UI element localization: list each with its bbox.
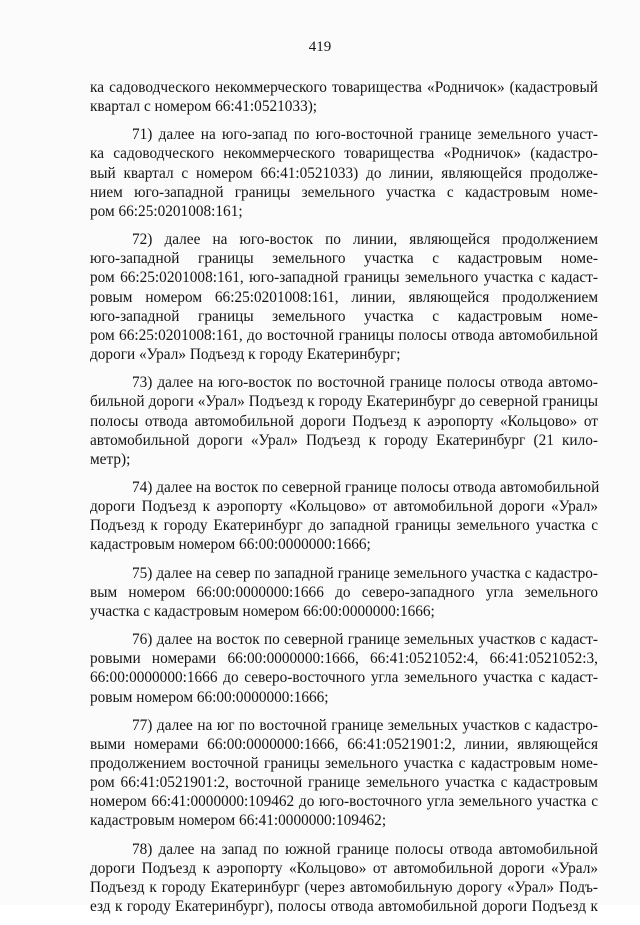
text-line: ром 66:25:0201008:161;	[90, 202, 243, 220]
text-line: 73) далее на юго-восток по восточной границе полосы отвода автомо-	[132, 374, 598, 392]
text-line: продолжением восточной границы земельного участка с кадастровым номе-	[90, 755, 598, 772]
text-line: номером 66:41:0000000:109462 до юго-восточного угла земельного участка с	[90, 793, 598, 811]
text-line: автомобильной дороги «Урал» Подъезд к городу Екатеринбург (21 кило-	[90, 431, 598, 449]
text-line: 77) далее на юг по восточной границе земельных участков с кадастро-	[132, 716, 598, 734]
paragraph	[90, 564, 598, 621]
text-line: 66:00:0000000:1666 до северо-восточного угла земельного участка с кадаст-	[90, 669, 598, 687]
text-line: 71) далее на юго-запад по юго-восточной границе земельного участ-	[132, 126, 598, 144]
text-line: вым номером 66:00:0000000:1666 до северо-западного угла земельного	[90, 583, 598, 601]
page-number: 419	[308, 39, 332, 55]
text-line: юго-западной границы земельного участка с кадастровым номе-	[90, 307, 598, 325]
text-line: 74) далее на восток по северной границе полосы отвода автомобильной	[132, 478, 600, 496]
text-line: кадастровым номером 66:00:0000000:1666;	[90, 536, 371, 554]
paragraph	[90, 125, 598, 221]
text-line: ровыми номерами 66:00:0000000:1666, 66:41:0521052:4, 66:41:0521052:3,	[90, 650, 598, 668]
paragraph	[90, 230, 598, 364]
text-line: ка садоводческого некоммерческого товарищества «Родничок» (кадастро-	[90, 145, 598, 163]
text-line: 78) далее на запад по южной границе полосы отвода автомобильной	[132, 840, 598, 858]
paragraph	[90, 630, 598, 707]
text-line: вый квартал с номером 66:41:0521033) до линии, являющейся продолже-	[90, 164, 598, 182]
text-line: бильной дороги «Урал» Подъезд к городу Екатеринбург до северной границы	[90, 393, 598, 411]
text-line: ка садоводческого некоммерческого товарищества «Родничок» (кадастровый	[90, 79, 598, 96]
text-line: 76) далее на восток по северной границе земельных участков с кадаст-	[132, 631, 598, 649]
text-line: полосы отвода автомобильной дороги Подъезд к аэропорту «Кольцово» от	[90, 412, 598, 430]
text-line: 75) далее на север по западной границе земельного участка с кадастро-	[132, 564, 598, 582]
text-line: юго-западной границы земельного участка с кадастровым номе-	[90, 250, 598, 268]
text-line: 72) далее на юго-восток по линии, являющейся продолжением	[132, 231, 598, 249]
text-line: квартал с номером 66:41:0521033);	[90, 98, 318, 116]
text-line: нием юго-западной границы земельного участка с кадастровым номе-	[90, 183, 598, 201]
text-line: ром 66:41:0521901:2, восточной границе земельного участка с кадастровым	[90, 774, 598, 792]
text-line: метр);	[90, 450, 131, 468]
document-body	[90, 78, 598, 925]
paragraph	[90, 78, 598, 116]
paragraph	[90, 478, 598, 555]
text-line: Подъезд к городу Екатеринбург (через автомобильную дорогу «Урал» Подъ-	[90, 878, 598, 896]
text-line: Подъезд к городу Екатеринбург до западной границы земельного участка с	[90, 517, 598, 535]
paragraph	[90, 373, 598, 469]
text-line: выми номерами 66:00:0000000:1666, 66:41:0521901:2, линии, являющейся	[90, 735, 598, 753]
text-line: ровым номером 66:00:0000000:1666;	[90, 688, 329, 706]
paragraph	[90, 716, 598, 831]
text-line: участка с кадастровым номером 66:00:0000000:1666;	[90, 602, 435, 620]
text-line: дороги Подъезд к аэропорту «Кольцово» от автомобильной дороги «Урал»	[90, 498, 598, 516]
text-line: ром 66:25:0201008:161, юго-западной границы земельного участка с кадаст-	[90, 269, 598, 287]
text-line: ровым номером 66:25:0201008:161, линии, являющейся продолжением	[90, 288, 598, 306]
text-line: езд к городу Екатеринбург), полосы отвода автомобильной дороги Подъезд к	[90, 898, 598, 916]
text-line: ром 66:25:0201008:161, до восточной границы полосы отвода автомобильной	[90, 326, 598, 344]
text-line: дороги «Урал» Подъезд к городу Екатеринбург;	[90, 346, 401, 364]
text-line: дороги Подъезд к аэропорту «Кольцово» от автомобильной дороги «Урал»	[90, 859, 598, 877]
text-line: кадастровым номером 66:41:0000000:109462;	[90, 812, 387, 830]
